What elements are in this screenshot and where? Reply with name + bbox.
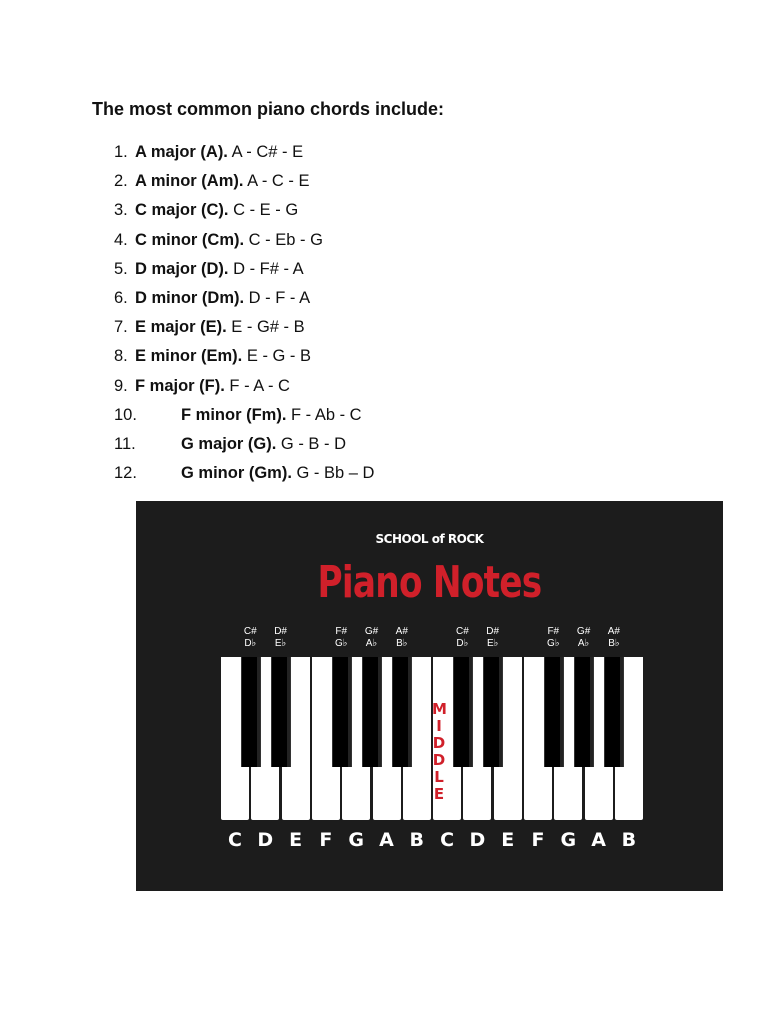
sharp-flat-label [326,626,356,650]
sharp-flat-label [235,626,265,650]
chord-number: 8. [114,347,128,366]
chord-notes: E - G - B [242,347,312,366]
chord-notes: D - F - A [244,289,311,307]
black-key [604,657,624,767]
middle-letter: I [436,717,442,735]
chord-name: F minor (Fm). [181,405,287,424]
note-letter: E [289,829,303,851]
chord-notes: F - A - C [224,376,290,395]
flat-name: B♭ [608,638,620,649]
black-key [362,657,382,767]
chord-name: C major (C). [135,201,229,220]
sharp-flat-label [569,626,599,650]
middle-letter: D [432,751,446,769]
chord-notes: D - F# - A [228,259,304,278]
chord-name: F major (F). [135,376,225,395]
chord-text [135,258,304,280]
flat-name: A♭ [365,638,378,649]
chord-text [135,345,311,367]
middle-letter: E [433,785,445,803]
note-letter: G [560,829,577,851]
note-letter: A [379,829,394,851]
chord-text [181,433,346,455]
chord-number: 12. [114,464,137,483]
chord-name: E major (E). [135,318,227,337]
note-letter: B [621,829,637,851]
flat-name: E♭ [486,638,499,649]
note-letter: A [591,829,606,851]
sharp-name: C# [243,626,257,637]
chord-number: 2. [114,172,128,191]
chord-number: 7. [114,318,128,337]
chord-number: 10. [114,405,137,424]
sharp-flat-label [447,626,477,650]
chord-number: 5. [114,259,128,278]
poster-title: Piano Notes [317,557,542,608]
flat-name: D♭ [456,638,469,649]
sharp-name: G# [364,626,379,637]
sharp-flat-label [387,626,417,650]
school-of-rock-logo: SCHOOL of ROCK [375,532,484,546]
chord-text [135,316,305,338]
chord-name: A minor (Am). [135,172,244,191]
flat-name: G♭ [547,638,560,649]
sharp-name: F# [547,626,560,637]
chord-text [135,375,290,397]
flat-name: E♭ [274,638,287,649]
chord-name: E minor (Em). [135,347,243,366]
sharp-name: C# [455,626,469,637]
black-key [574,657,594,767]
sharp-flat-label [357,626,387,650]
chord-name: G major (G). [181,435,277,453]
chord-notes: G - B - D [276,435,347,453]
chord-name: D major (D). [135,259,229,278]
chord-text [135,199,298,221]
note-letter: C [440,829,455,851]
chord-name: C minor (Cm). [135,230,245,249]
chord-number: 11. [114,435,136,453]
piano-notes-poster [136,501,723,891]
black-key [392,657,412,767]
sharp-flat-label [599,626,629,650]
note-letter: D [469,829,486,851]
chord-notes: G - Bb – D [291,464,375,483]
chord-notes: A - C# - E [227,143,304,161]
flat-name: G♭ [334,638,348,649]
note-letter: G [348,829,364,851]
chord-text [135,287,310,309]
chord-text [135,141,303,163]
chord-number: 1. [114,143,128,161]
chord-name: A major (A). [135,143,228,161]
chord-name: D minor (Dm). [135,289,245,307]
chord-text [181,462,374,484]
black-key [453,657,473,767]
chord-text [135,170,310,192]
chord-notes: A - C - E [243,172,310,191]
middle-c-label [432,701,446,803]
middle-letter: M [432,700,447,718]
page-heading: The most common piano chords include: [92,99,445,119]
chord-number: 6. [114,289,128,307]
note-letter: E [501,829,515,851]
chord-number: 9. [114,376,128,395]
flat-name: D♭ [244,638,257,649]
chord-number: 4. [114,230,128,249]
sharp-name: A# [607,626,620,637]
flat-name: A♭ [577,638,590,649]
note-letter: D [257,829,274,851]
black-key [271,657,291,767]
sharp-name: G# [576,626,591,637]
chord-text [135,229,323,251]
black-key [544,657,564,767]
chord-notes: F - Ab - C [286,405,362,424]
note-letter: C [228,829,242,851]
note-letter: F [531,829,545,851]
sharp-name: F# [335,626,348,637]
flat-name: B♭ [396,638,408,649]
middle-letter: D [432,734,446,752]
chord-text [181,404,362,426]
black-key [483,657,503,767]
sharp-flat-label [266,626,296,650]
chord-notes: C - Eb - G [244,230,323,249]
chord-notes: E - G# - B [226,318,305,337]
sharp-flat-label [478,626,508,650]
sharp-name: A# [395,626,408,637]
sharp-name: D# [486,626,500,637]
note-letter: B [409,829,425,851]
chord-number: 3. [114,201,128,220]
note-letter: F [319,829,333,851]
chord-notes: C - E - G [228,201,299,220]
chord-name: G minor (Gm). [181,464,292,483]
sharp-name: D# [274,626,287,637]
middle-letter: L [434,768,444,786]
sharp-flat-label [538,626,568,650]
black-key [241,657,261,767]
black-key [332,657,352,767]
